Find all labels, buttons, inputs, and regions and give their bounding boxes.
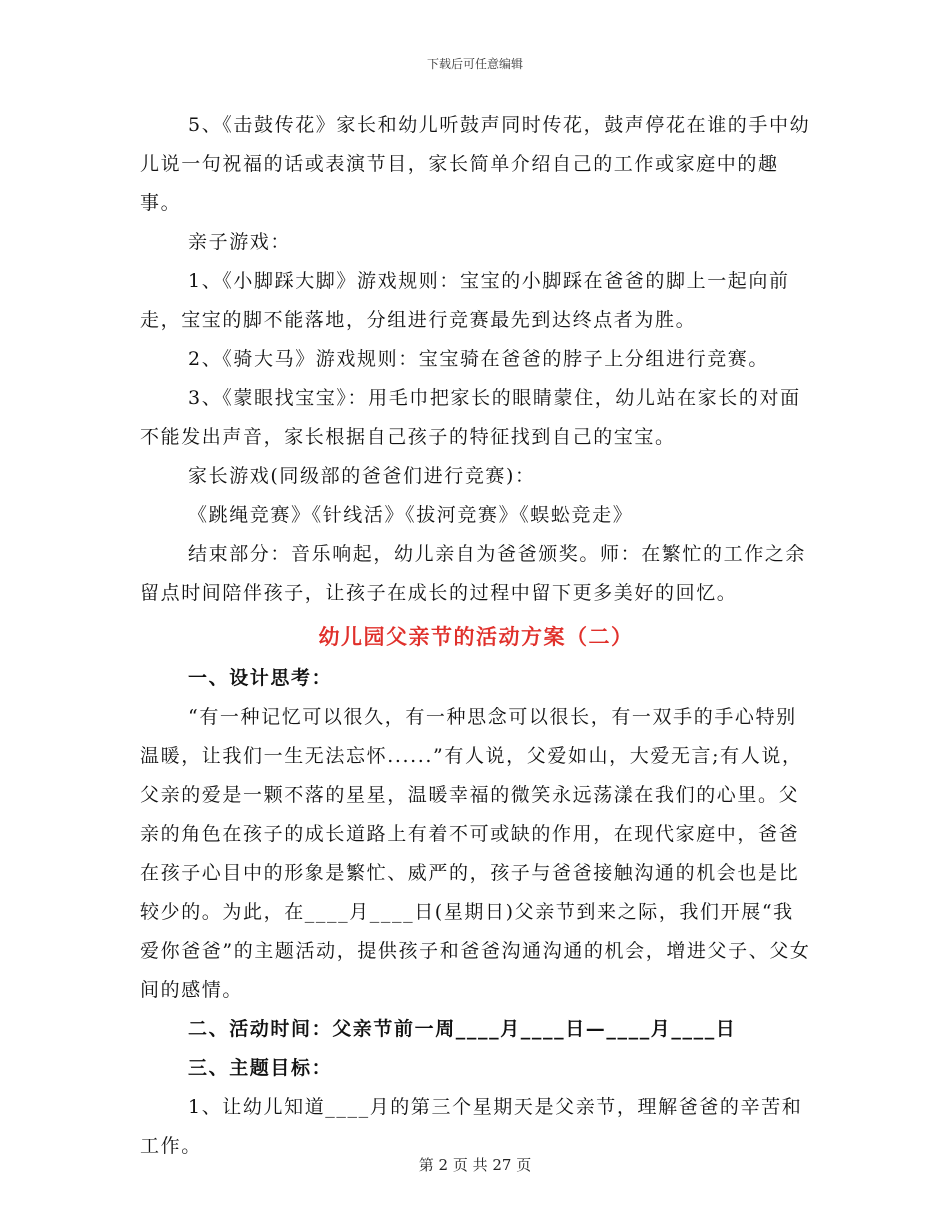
paragraph-ending: 结束部分：音乐响起，幼儿亲自为爸爸颁奖。师：在繁忙的工作之余留点时间陪伴孩子，让孩子在成长的过程中留下更多美好的回忆。 [140, 543, 807, 604]
paragraph-game-ride-horse: 2、《骑大马》游戏规则：宝宝骑在爸爸的脖子上分组进行竞赛。 [188, 348, 769, 370]
paragraph-game-blindfold: 3、《蒙眼找宝宝》：用毛巾把家长的眼睛蒙住，幼儿站在家长的对面不能发出声音，家长根据自己孩子的特征找到自己的宝宝。 [140, 387, 801, 448]
page-header: 下载后可任意编辑 [426, 57, 523, 71]
page-footer: 第 2 页 共 27 页 [418, 1156, 532, 1174]
paragraph-game-list: 《跳绳竞赛》《针线活》《拔河竞赛》《蜈蚣竞走》 [188, 504, 634, 526]
document-body [140, 106, 812, 1166]
paragraph-game-small-feet: 1、《小脚踩大脚》游戏规则：宝宝的小脚踩在爸爸的脚上一起向前走，宝宝的脚不能落地，分组进行竞赛最先到达终点者为胜。 [140, 270, 790, 331]
paragraph-design-thinking: “有一种记忆可以很久，有一种思念可以很长，有一双手的手心特别温暖，让我们一生无法忘怀......”有人说，父爱如山，大爱无言;有人说，父亲的爱是一颗不落的星星，温暖幸福的微笑永远荡漾在我们的心里。父亲的角色在孩子的成长道路上有着不可或缺的作用，在现代家庭中，爸爸在孩子心目中的形象是繁忙、威严的，孩子与爸爸接触沟通的机会也是比较少的。为此，在____月____日(星期日)父亲节到来之际，我们开展“我爱你爸爸”的主题活动，提供孩子和爸爸沟通沟通的机会，增进父子、父女间的感情。 [140, 706, 811, 1001]
paragraph-goal-1: 1、让幼儿知道____月的第三个星期天是父亲节，理解爸爸的辛苦和工作。 [140, 1096, 803, 1157]
heading-design-thinking: 一、设计思考： [188, 667, 333, 689]
heading-theme-goals: 三、主题目标： [188, 1057, 333, 1079]
paragraph-game-5: 5、《击鼓传花》家长和幼儿听鼓声同时传花，鼓声停花在谁的手中幼儿说一句祝福的话或表演节目，家长简单介绍自己的工作或家庭中的趣事。 [140, 114, 811, 214]
heading-activity-time: 二、活动时间：父亲节前一周____月____日—____月____日 [188, 1018, 737, 1040]
paragraph-parent-child-games-heading: 亲子游戏： [188, 231, 292, 253]
paragraph-parent-games-heading: 家长游戏(同级部的爸爸们进行竞赛)： [188, 465, 536, 487]
section-title: 幼儿园父亲节的活动方案（二） [318, 624, 634, 649]
